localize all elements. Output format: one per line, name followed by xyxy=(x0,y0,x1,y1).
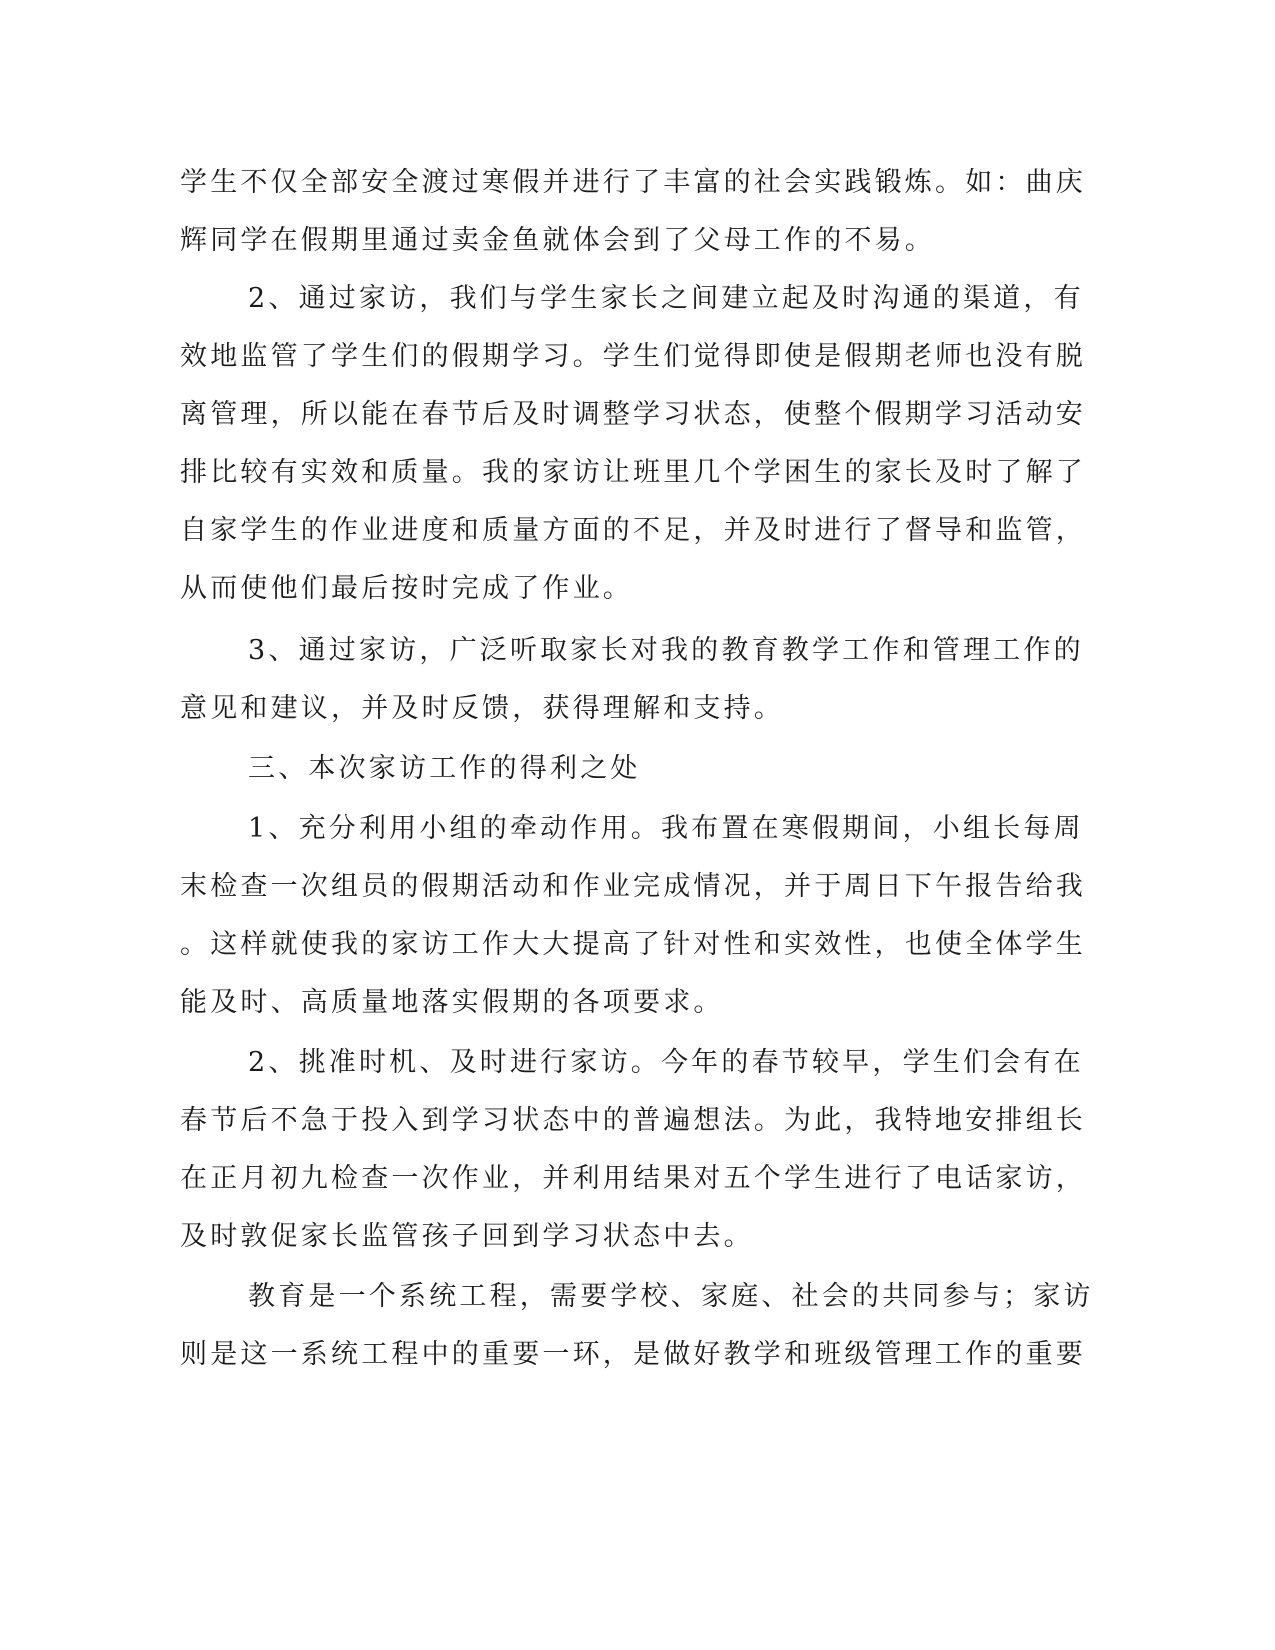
text-line-17: 春节后不急于投入到学习状态中的普遍想法。为此，我特地安排组长 xyxy=(180,1105,1086,1136)
text-line-19: 及时敦促家长监管孩子回到学习状态中去。 xyxy=(180,1221,754,1252)
text-line-15: 能及时、高质量地落实假期的各项要求。 xyxy=(180,987,724,1018)
text-line-14: 。这样就使我的家访工作大大提高了针对性和实效性，也使全体学生 xyxy=(180,929,1086,960)
text-line-1: 学生不仅全部安全渡过寒假并进行了丰富的社会实践锻炼。如：曲庆 xyxy=(180,167,1086,198)
text-line-12: 1、充分利用小组的牵动作用。我布置在寒假期间，小组长每周 xyxy=(248,813,1084,844)
text-line-2: 辉同学在假期里通过卖金鱼就体会到了父母工作的不易。 xyxy=(180,225,935,256)
text-line-16: 2、挑准时机、及时进行家访。今年的春节较早，学生们会有在 xyxy=(248,1047,1084,1078)
text-line-4: 效地监管了学生们的假期学习。学生们觉得即使是假期老师也没有脱 xyxy=(180,341,1086,372)
text-line-5: 离管理，所以能在春节后及时调整学习状态，使整个假期学习活动安 xyxy=(180,399,1086,430)
text-line-18: 在正月初九检查一次作业，并利用结果对五个学生进行了电话家访， xyxy=(180,1163,1086,1194)
text-line-3: 2、通过家访，我们与学生家长之间建立起及时沟通的渠道，有 xyxy=(248,283,1084,314)
text-line-8: 从而使他们最后按时完成了作业。 xyxy=(180,573,633,604)
text-line-10: 意见和建议，并及时反馈，获得理解和支持。 xyxy=(180,693,784,724)
section-heading: 三、本次家访工作的得利之处 xyxy=(248,753,641,784)
text-line-6: 排比较有实效和质量。我的家访让班里几个学困生的家长及时了解了 xyxy=(180,457,1086,488)
text-line-21: 则是这一系统工程中的重要一环，是做好教学和班级管理工作的重要 xyxy=(180,1339,1086,1370)
text-line-20: 教育是一个系统工程，需要学校、家庭、社会的共同参与；家访 xyxy=(248,1281,1094,1312)
text-line-7: 自家学生的作业进度和质量方面的不足，并及时进行了督导和监管， xyxy=(180,515,1086,546)
text-line-13: 末检查一次组员的假期活动和作业完成情况，并于周日下午报告给我 xyxy=(180,871,1086,902)
text-line-9: 3、通过家访，广泛听取家长对我的教育教学工作和管理工作的 xyxy=(248,635,1084,666)
